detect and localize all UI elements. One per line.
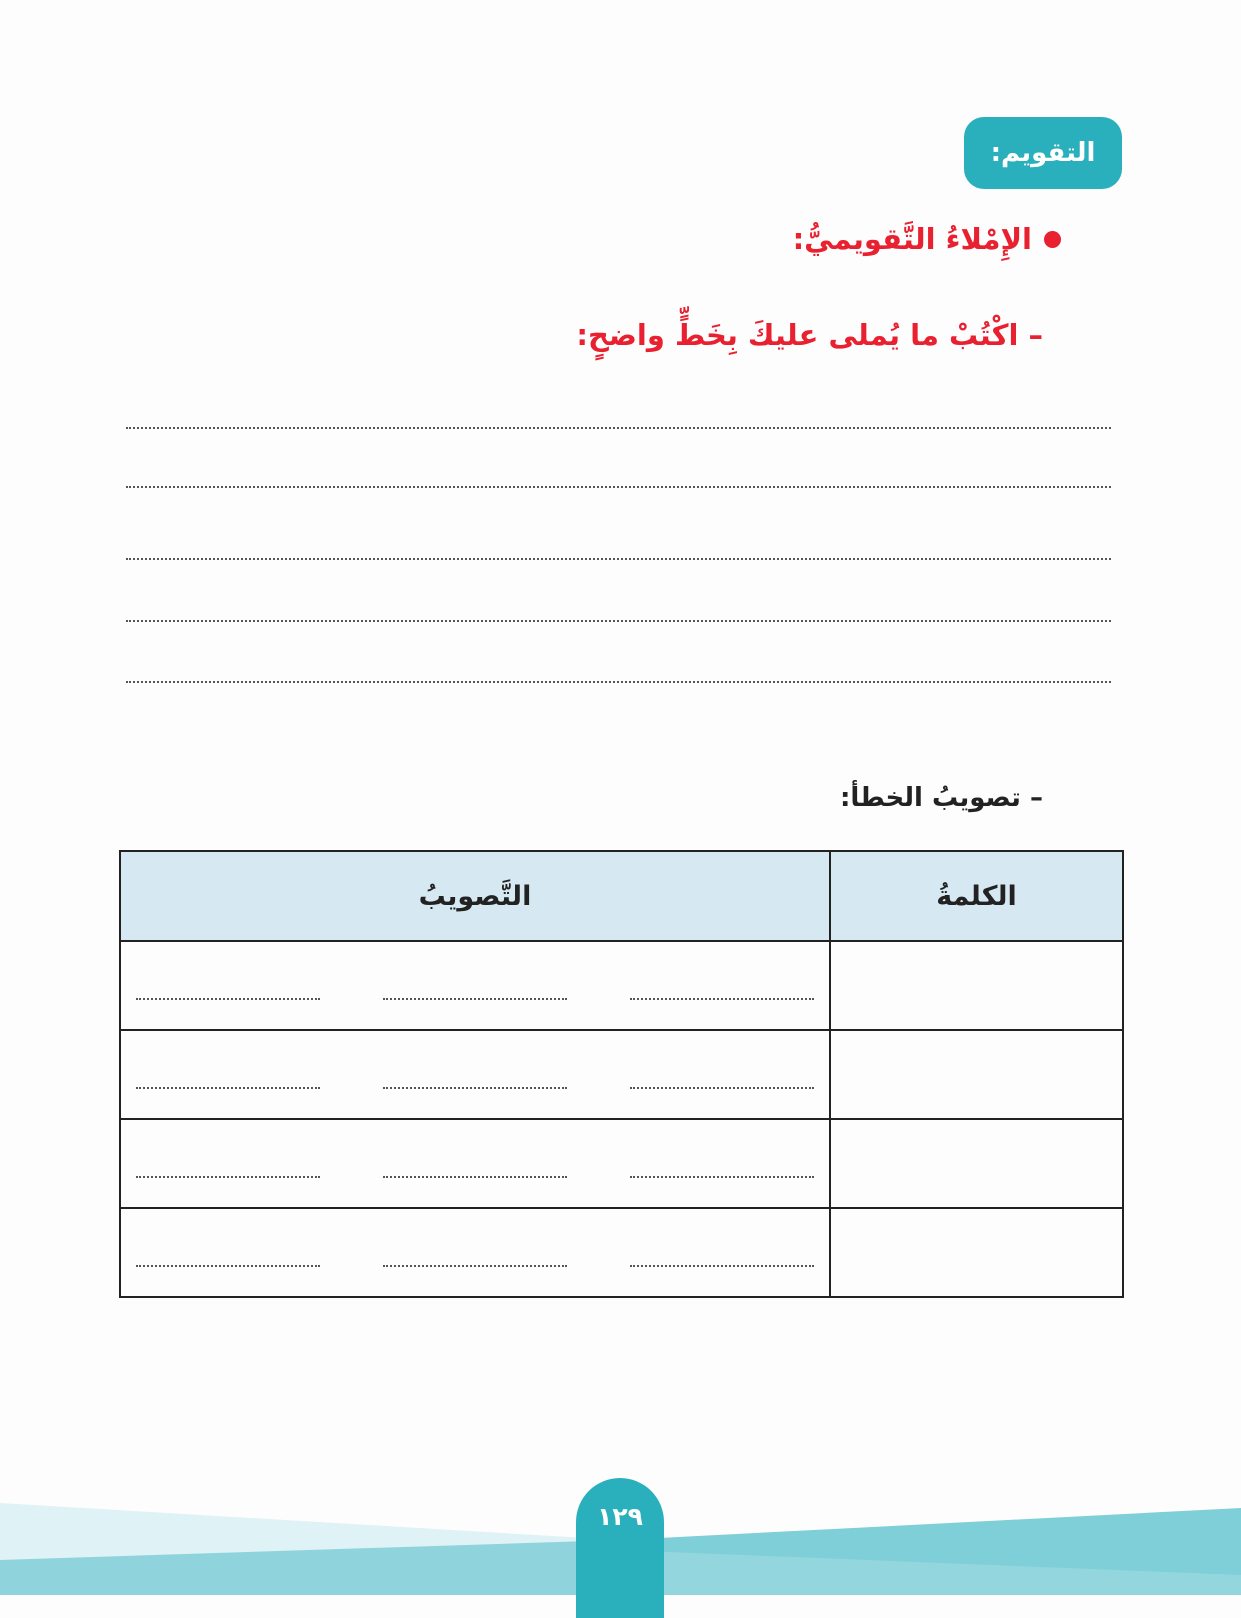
- correction-blank[interactable]: [383, 1265, 567, 1267]
- correction-blank[interactable]: [630, 1265, 814, 1267]
- word-cell[interactable]: [830, 1119, 1123, 1208]
- correction-cell: [120, 941, 830, 1030]
- section-badge: [964, 117, 1122, 189]
- correction-blank[interactable]: [383, 1176, 567, 1178]
- word-cell[interactable]: [830, 1030, 1123, 1119]
- writing-line-1[interactable]: [126, 427, 1111, 429]
- writing-line-4[interactable]: [126, 620, 1111, 622]
- correction-blank[interactable]: [136, 1176, 320, 1178]
- word-cell[interactable]: [830, 1208, 1123, 1297]
- dictation-heading: الإِمْلاءُ التَّقويميُّ:: [792, 222, 1032, 256]
- correction-blank[interactable]: [630, 1176, 814, 1178]
- page-number: ١٢٩: [597, 1502, 643, 1531]
- bullet-dot-icon: [1044, 231, 1061, 248]
- header-word: الكلمةُ: [830, 851, 1123, 941]
- table-row: [120, 941, 1123, 1030]
- dictation-heading-row: [793, 222, 1061, 256]
- correction-heading: – تصويبُ الخطأ:: [840, 783, 1043, 813]
- table-header-row: [120, 851, 1123, 941]
- writing-line-5[interactable]: [126, 681, 1111, 683]
- table-row: [120, 1119, 1123, 1208]
- correction-cell: [120, 1030, 830, 1119]
- correction-blank[interactable]: [136, 1087, 320, 1089]
- word-cell[interactable]: [830, 941, 1123, 1030]
- correction-blank[interactable]: [136, 1265, 320, 1267]
- correction-blank[interactable]: [630, 998, 814, 1000]
- correction-blank[interactable]: [383, 998, 567, 1000]
- correction-blank[interactable]: [630, 1087, 814, 1089]
- correction-table: [119, 850, 1124, 1298]
- table-row: [120, 1030, 1123, 1119]
- writing-line-2[interactable]: [126, 486, 1111, 488]
- table-row: [120, 1208, 1123, 1297]
- correction-cell: [120, 1208, 830, 1297]
- section-badge-label: التقويم:: [990, 138, 1096, 168]
- header-correction: التَّصويبُ: [120, 851, 830, 941]
- correction-cell: [120, 1119, 830, 1208]
- correction-blank[interactable]: [136, 998, 320, 1000]
- page-number-tab: [576, 1478, 664, 1618]
- writing-line-3[interactable]: [126, 558, 1111, 560]
- correction-blank[interactable]: [383, 1087, 567, 1089]
- dictation-instruction: – اكْتُبْ ما يُملى عليكَ بِخَطٍّ واضحٍ:: [576, 318, 1043, 352]
